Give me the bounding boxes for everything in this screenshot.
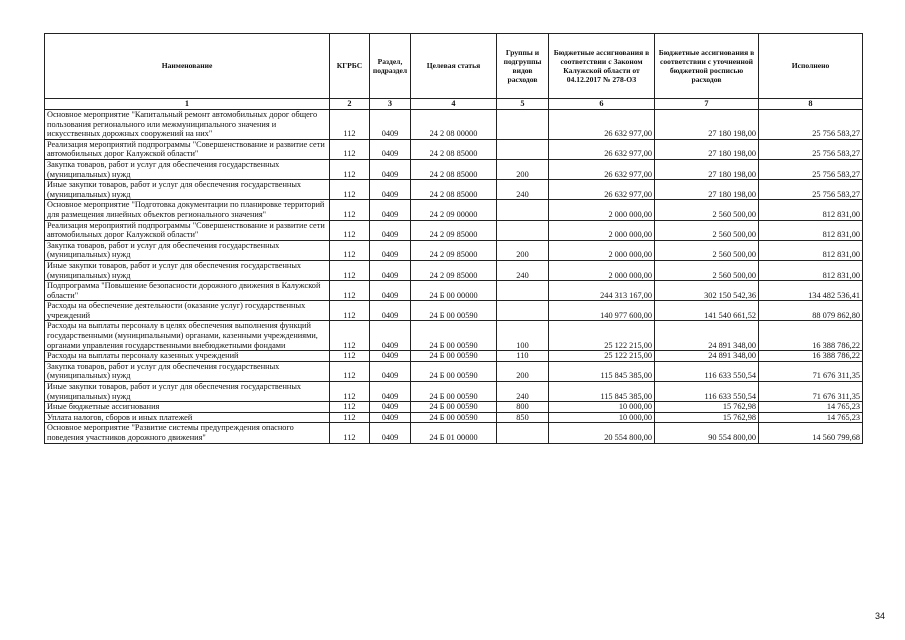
cell-list-amount: 27 180 198,00 bbox=[655, 110, 759, 140]
cell-name: Расходы на выплаты персоналу казенных учреждений bbox=[45, 351, 330, 362]
cell-group bbox=[497, 220, 549, 240]
column-number: 3 bbox=[370, 99, 411, 110]
cell-list-amount: 2 560 500,00 bbox=[655, 240, 759, 260]
cell-law-amount: 2 000 000,00 bbox=[549, 220, 655, 240]
cell-list-amount: 116 633 550,54 bbox=[655, 382, 759, 402]
column-number-row bbox=[45, 99, 863, 110]
cell-list-amount: 27 180 198,00 bbox=[655, 159, 759, 179]
cell-section: 0409 bbox=[370, 361, 411, 381]
cell-section: 0409 bbox=[370, 200, 411, 220]
cell-kgrbs: 112 bbox=[330, 402, 370, 413]
cell-section: 0409 bbox=[370, 240, 411, 260]
cell-done-amount: 71 676 311,35 bbox=[759, 382, 863, 402]
table-row bbox=[45, 260, 863, 280]
cell-group bbox=[497, 301, 549, 321]
cell-kgrbs: 112 bbox=[330, 139, 370, 159]
cell-law-amount: 26 632 977,00 bbox=[549, 139, 655, 159]
budget-table bbox=[44, 33, 863, 444]
col-header-group: Группы и подгруппы видов расходов bbox=[497, 34, 549, 99]
cell-section: 0409 bbox=[370, 402, 411, 413]
cell-name: Иные закупки товаров, работ и услуг для обеспечения государственных (муниципальных) нужд bbox=[45, 382, 330, 402]
cell-name: Уплата налогов, сборов и иных платежей bbox=[45, 412, 330, 423]
column-number: 5 bbox=[497, 99, 549, 110]
cell-section: 0409 bbox=[370, 139, 411, 159]
cell-name: Закупка товаров, работ и услуг для обеспечения государственных (муниципальных) нужд bbox=[45, 361, 330, 381]
cell-kgrbs: 112 bbox=[330, 412, 370, 423]
cell-list-amount: 24 891 348,00 bbox=[655, 351, 759, 362]
table-row bbox=[45, 200, 863, 220]
cell-name: Реализация мероприятий подпрограммы "Совершенствование и развитие сети автомобильных дорог Калужской области" bbox=[45, 220, 330, 240]
cell-law-amount: 26 632 977,00 bbox=[549, 180, 655, 200]
cell-group: 240 bbox=[497, 180, 549, 200]
table-row bbox=[45, 351, 863, 362]
cell-section: 0409 bbox=[370, 110, 411, 140]
col-header-law: Бюджетные ассигнования в соответствии с Законом Калужской области от 04.12.2017 № 278-ОЗ bbox=[549, 34, 655, 99]
cell-name: Расходы на обеспечение деятельности (оказание услуг) государственных учреждений bbox=[45, 301, 330, 321]
cell-target: 24 2 08 00000 bbox=[411, 110, 497, 140]
cell-list-amount: 27 180 198,00 bbox=[655, 139, 759, 159]
cell-section: 0409 bbox=[370, 423, 411, 443]
cell-list-amount: 2 560 500,00 bbox=[655, 260, 759, 280]
cell-done-amount: 88 079 862,80 bbox=[759, 301, 863, 321]
table-row bbox=[45, 412, 863, 423]
cell-group bbox=[497, 139, 549, 159]
cell-kgrbs: 112 bbox=[330, 351, 370, 362]
cell-section: 0409 bbox=[370, 220, 411, 240]
cell-list-amount: 2 560 500,00 bbox=[655, 200, 759, 220]
cell-list-amount: 15 762,98 bbox=[655, 402, 759, 413]
column-number: 6 bbox=[549, 99, 655, 110]
table-row bbox=[45, 361, 863, 381]
table-row bbox=[45, 110, 863, 140]
page-number: 34 bbox=[874, 611, 885, 621]
cell-done-amount: 812 831,00 bbox=[759, 240, 863, 260]
cell-target: 24 Б 00 00590 bbox=[411, 301, 497, 321]
cell-group: 800 bbox=[497, 402, 549, 413]
cell-group bbox=[497, 423, 549, 443]
cell-kgrbs: 112 bbox=[330, 301, 370, 321]
table-row bbox=[45, 301, 863, 321]
cell-name: Иные закупки товаров, работ и услуг для обеспечения государственных (муниципальных) нужд bbox=[45, 180, 330, 200]
column-number: 4 bbox=[411, 99, 497, 110]
cell-target: 24 2 09 85000 bbox=[411, 220, 497, 240]
cell-target: 24 Б 00 00590 bbox=[411, 351, 497, 362]
cell-section: 0409 bbox=[370, 301, 411, 321]
cell-kgrbs: 112 bbox=[330, 321, 370, 351]
cell-kgrbs: 112 bbox=[330, 281, 370, 301]
cell-name: Основное мероприятие "Развитие системы предупреждения опасного поведения участников дорожного движения" bbox=[45, 423, 330, 443]
cell-kgrbs: 112 bbox=[330, 423, 370, 443]
cell-section: 0409 bbox=[370, 260, 411, 280]
cell-section: 0409 bbox=[370, 281, 411, 301]
cell-law-amount: 2 000 000,00 bbox=[549, 200, 655, 220]
cell-target: 24 2 09 85000 bbox=[411, 240, 497, 260]
col-header-kgrbs: КГРБС bbox=[330, 34, 370, 99]
cell-done-amount: 134 482 536,41 bbox=[759, 281, 863, 301]
cell-name: Закупка товаров, работ и услуг для обеспечения государственных (муниципальных) нужд bbox=[45, 159, 330, 179]
cell-group: 100 bbox=[497, 321, 549, 351]
cell-name: Иные бюджетные ассигнования bbox=[45, 402, 330, 413]
cell-section: 0409 bbox=[370, 412, 411, 423]
table-row bbox=[45, 180, 863, 200]
cell-list-amount: 15 762,98 bbox=[655, 412, 759, 423]
cell-group: 240 bbox=[497, 260, 549, 280]
cell-list-amount: 90 554 800,00 bbox=[655, 423, 759, 443]
table-row bbox=[45, 382, 863, 402]
cell-section: 0409 bbox=[370, 382, 411, 402]
cell-list-amount: 141 540 661,52 bbox=[655, 301, 759, 321]
cell-section: 0409 bbox=[370, 321, 411, 351]
table-row bbox=[45, 321, 863, 351]
table-row bbox=[45, 402, 863, 413]
cell-done-amount: 812 831,00 bbox=[759, 200, 863, 220]
cell-law-amount: 115 845 385,00 bbox=[549, 382, 655, 402]
cell-group: 200 bbox=[497, 361, 549, 381]
table-row bbox=[45, 139, 863, 159]
cell-section: 0409 bbox=[370, 159, 411, 179]
cell-group bbox=[497, 200, 549, 220]
cell-target: 24 Б 00 00590 bbox=[411, 321, 497, 351]
cell-done-amount: 16 388 786,22 bbox=[759, 321, 863, 351]
cell-kgrbs: 112 bbox=[330, 180, 370, 200]
cell-name: Основное мероприятие "Подготовка документации по планировке территорий для размещения линейных объектов регионального значения" bbox=[45, 200, 330, 220]
cell-law-amount: 140 977 600,00 bbox=[549, 301, 655, 321]
cell-done-amount: 14 765,23 bbox=[759, 412, 863, 423]
cell-list-amount: 24 891 348,00 bbox=[655, 321, 759, 351]
cell-law-amount: 25 122 215,00 bbox=[549, 321, 655, 351]
cell-target: 24 Б 00 00590 bbox=[411, 361, 497, 381]
cell-done-amount: 25 756 583,27 bbox=[759, 180, 863, 200]
cell-group: 240 bbox=[497, 382, 549, 402]
column-number: 2 bbox=[330, 99, 370, 110]
cell-group: 110 bbox=[497, 351, 549, 362]
cell-law-amount: 26 632 977,00 bbox=[549, 110, 655, 140]
cell-name: Подпрограмма "Повышение безопасности дорожного движения в Калужской области" bbox=[45, 281, 330, 301]
col-header-name: Наименование bbox=[45, 34, 330, 99]
cell-law-amount: 244 313 167,00 bbox=[549, 281, 655, 301]
cell-target: 24 Б 00 00000 bbox=[411, 281, 497, 301]
cell-law-amount: 2 000 000,00 bbox=[549, 260, 655, 280]
cell-group: 850 bbox=[497, 412, 549, 423]
cell-list-amount: 302 150 542,36 bbox=[655, 281, 759, 301]
cell-target: 24 2 09 00000 bbox=[411, 200, 497, 220]
cell-target: 24 Б 00 00590 bbox=[411, 402, 497, 413]
cell-name: Закупка товаров, работ и услуг для обеспечения государственных (муниципальных) нужд bbox=[45, 240, 330, 260]
cell-law-amount: 115 845 385,00 bbox=[549, 361, 655, 381]
cell-section: 0409 bbox=[370, 351, 411, 362]
cell-name: Основное мероприятие "Капитальный ремонт автомобильных дорог общего пользования регионального или межмуниципального значения и искусственных дорожных сооружений на них" bbox=[45, 110, 330, 140]
cell-target: 24 Б 00 00590 bbox=[411, 412, 497, 423]
cell-target: 24 2 09 85000 bbox=[411, 260, 497, 280]
cell-group: 200 bbox=[497, 240, 549, 260]
cell-group: 200 bbox=[497, 159, 549, 179]
cell-done-amount: 812 831,00 bbox=[759, 220, 863, 240]
cell-done-amount: 812 831,00 bbox=[759, 260, 863, 280]
cell-kgrbs: 112 bbox=[330, 361, 370, 381]
col-header-target: Целевая статья bbox=[411, 34, 497, 99]
col-header-done: Исполнено bbox=[759, 34, 863, 99]
cell-kgrbs: 112 bbox=[330, 200, 370, 220]
cell-kgrbs: 112 bbox=[330, 220, 370, 240]
cell-done-amount: 25 756 583,27 bbox=[759, 159, 863, 179]
cell-done-amount: 16 388 786,22 bbox=[759, 351, 863, 362]
cell-group bbox=[497, 281, 549, 301]
cell-target: 24 Б 01 00000 bbox=[411, 423, 497, 443]
cell-list-amount: 27 180 198,00 bbox=[655, 180, 759, 200]
cell-name: Иные закупки товаров, работ и услуг для обеспечения государственных (муниципальных) нужд bbox=[45, 260, 330, 280]
cell-law-amount: 2 000 000,00 bbox=[549, 240, 655, 260]
cell-name: Реализация мероприятий подпрограммы "Совершенствование и развитие сети автомобильных дорог Калужской области" bbox=[45, 139, 330, 159]
header-row bbox=[45, 34, 863, 99]
cell-kgrbs: 112 bbox=[330, 260, 370, 280]
cell-law-amount: 10 000,00 bbox=[549, 402, 655, 413]
cell-law-amount: 20 554 800,00 bbox=[549, 423, 655, 443]
column-number: 7 bbox=[655, 99, 759, 110]
cell-list-amount: 116 633 550,54 bbox=[655, 361, 759, 381]
cell-target: 24 2 08 85000 bbox=[411, 180, 497, 200]
cell-done-amount: 14 560 799,68 bbox=[759, 423, 863, 443]
cell-kgrbs: 112 bbox=[330, 159, 370, 179]
cell-target: 24 2 08 85000 bbox=[411, 139, 497, 159]
table-row bbox=[45, 240, 863, 260]
col-header-list: Бюджетные ассигнования в соответствии с уточненной бюджетной росписью расходов bbox=[655, 34, 759, 99]
cell-law-amount: 25 122 215,00 bbox=[549, 351, 655, 362]
cell-kgrbs: 112 bbox=[330, 240, 370, 260]
col-header-section: Раздел, подраздел bbox=[370, 34, 411, 99]
cell-name: Расходы на выплаты персоналу в целях обеспечения выполнения функций государственными (муниципальными) органами, казенными учреждениями, органами управления государственными внебюджетными фондами bbox=[45, 321, 330, 351]
cell-done-amount: 25 756 583,27 bbox=[759, 139, 863, 159]
cell-section: 0409 bbox=[370, 180, 411, 200]
cell-law-amount: 10 000,00 bbox=[549, 412, 655, 423]
cell-target: 24 Б 00 00590 bbox=[411, 382, 497, 402]
cell-list-amount: 2 560 500,00 bbox=[655, 220, 759, 240]
cell-kgrbs: 112 bbox=[330, 110, 370, 140]
table-row bbox=[45, 159, 863, 179]
cell-group bbox=[497, 110, 549, 140]
column-number: 8 bbox=[759, 99, 863, 110]
column-number: 1 bbox=[45, 99, 330, 110]
cell-kgrbs: 112 bbox=[330, 382, 370, 402]
cell-law-amount: 26 632 977,00 bbox=[549, 159, 655, 179]
table-row bbox=[45, 423, 863, 443]
cell-target: 24 2 08 85000 bbox=[411, 159, 497, 179]
table-row bbox=[45, 281, 863, 301]
cell-done-amount: 14 765,23 bbox=[759, 402, 863, 413]
cell-done-amount: 25 756 583,27 bbox=[759, 110, 863, 140]
table-row bbox=[45, 220, 863, 240]
cell-done-amount: 71 676 311,35 bbox=[759, 361, 863, 381]
